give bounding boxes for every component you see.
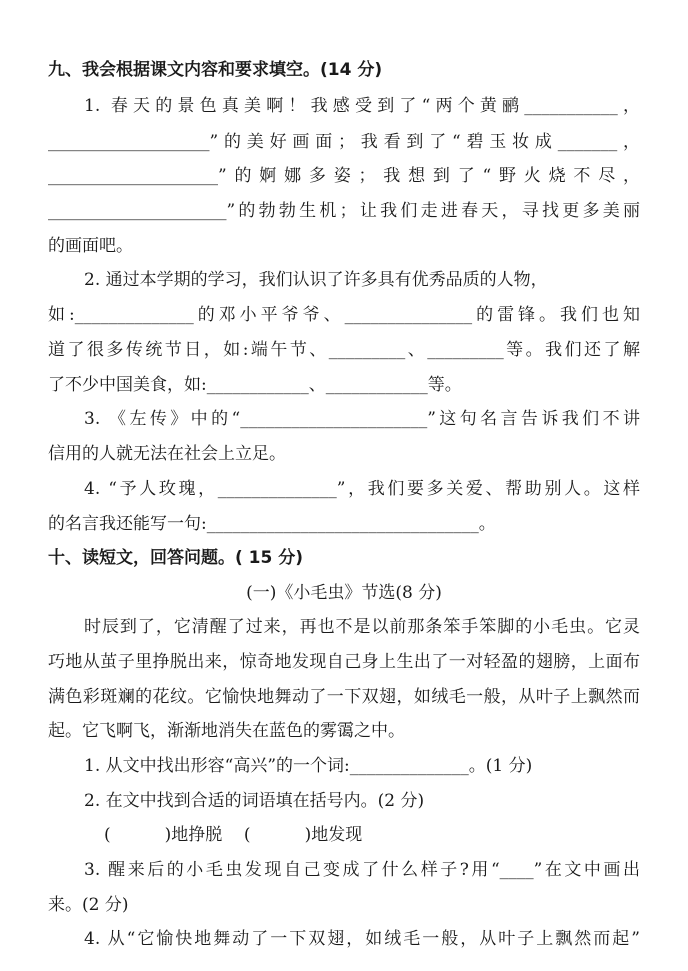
s9-q2-line-1: 2. 通过本学期的学习，我们认识了许多具有优秀品质的人物， [84,270,548,290]
passage-line-4: 起。它飞啊飞，渐渐地消失在蓝色的雾霭之中。 [48,721,405,741]
s9-q2-line-2: 如:______________的邓小平爷爷、_______________的雷锋。我们也知 [48,305,640,325]
s9-q4-line-1: 4. “予人玫瑰，______________”，我们要多关爱、帮助别人。这样 [84,479,640,499]
s9-q2-line-4: 了不少中国美食，如:____________、____________等。 [48,375,462,395]
section-10-heading: 十、读短文，回答问题。( 15 分) [48,548,304,568]
s10-q3-line-2: 来。(2 分) [48,895,129,915]
s9-q1-line-2: ___________________”的美好画面；我看到了“碧玉妆成_______， [48,132,640,152]
s10-q2: 2. 在文中找到合适的词语填在括号内。(2 分) [84,791,425,811]
passage-title: (一)《小毛虫》节选(8 分) [246,583,442,603]
s10-q4: 4. 从“它愉快地舞动了一下双翅，如绒毛一般，从叶子上飘然而起” [84,929,640,949]
s9-q1-line-3: ____________________”的婀娜多姿；我想到了“野火烧不尽， [48,166,640,186]
s9-q1-line-1: 1. 春天的景色真美啊！我感受到了“两个黄鹂___________， [84,96,640,116]
s9-q2-line-3: 道了很多传统节日，如:端午节、_________、_________等。我们还了解 [48,340,640,360]
section-9-heading: 九、我会根据课文内容和要求填空。(14 分) [48,60,383,80]
s10-q3-line-1: 3. 醒来后的小毛虫发现自己变成了什么样子?用“____”在文中画出 [84,860,640,880]
s9-q4-line-2: 的名言我还能写一句:________________________________。 [48,514,496,534]
s10-q2-blanks: ( )地挣脱 ( )地发现 [104,825,363,845]
s10-q1: 1. 从文中找出形容“高兴”的一个词:______________。(1 分) [84,756,533,776]
s9-q1-line-4: _____________________”的勃勃生机；让我们走进春天，寻找更多美丽 [48,201,640,221]
passage-line-1: 时辰到了，它清醒了过来，再也不是以前那条笨手笨脚的小毛虫。它灵 [84,617,640,637]
s9-q1-line-5: 的画面吧。 [48,236,133,256]
s9-q3-line-2: 信用的人就无法在社会上立足。 [48,444,286,464]
passage-line-2: 巧地从茧子里挣脱出来，惊奇地发现自己身上生出了一对轻盈的翅膀，上面布 [48,652,640,672]
passage-line-3: 满色彩斑斓的花纹。它愉快地舞动了一下双翅，如绒毛一般，从叶子上飘然而 [48,687,640,707]
s9-q3-line-1: 3. 《左传》中的“______________________”这句名言告诉我们不讲 [84,409,640,429]
